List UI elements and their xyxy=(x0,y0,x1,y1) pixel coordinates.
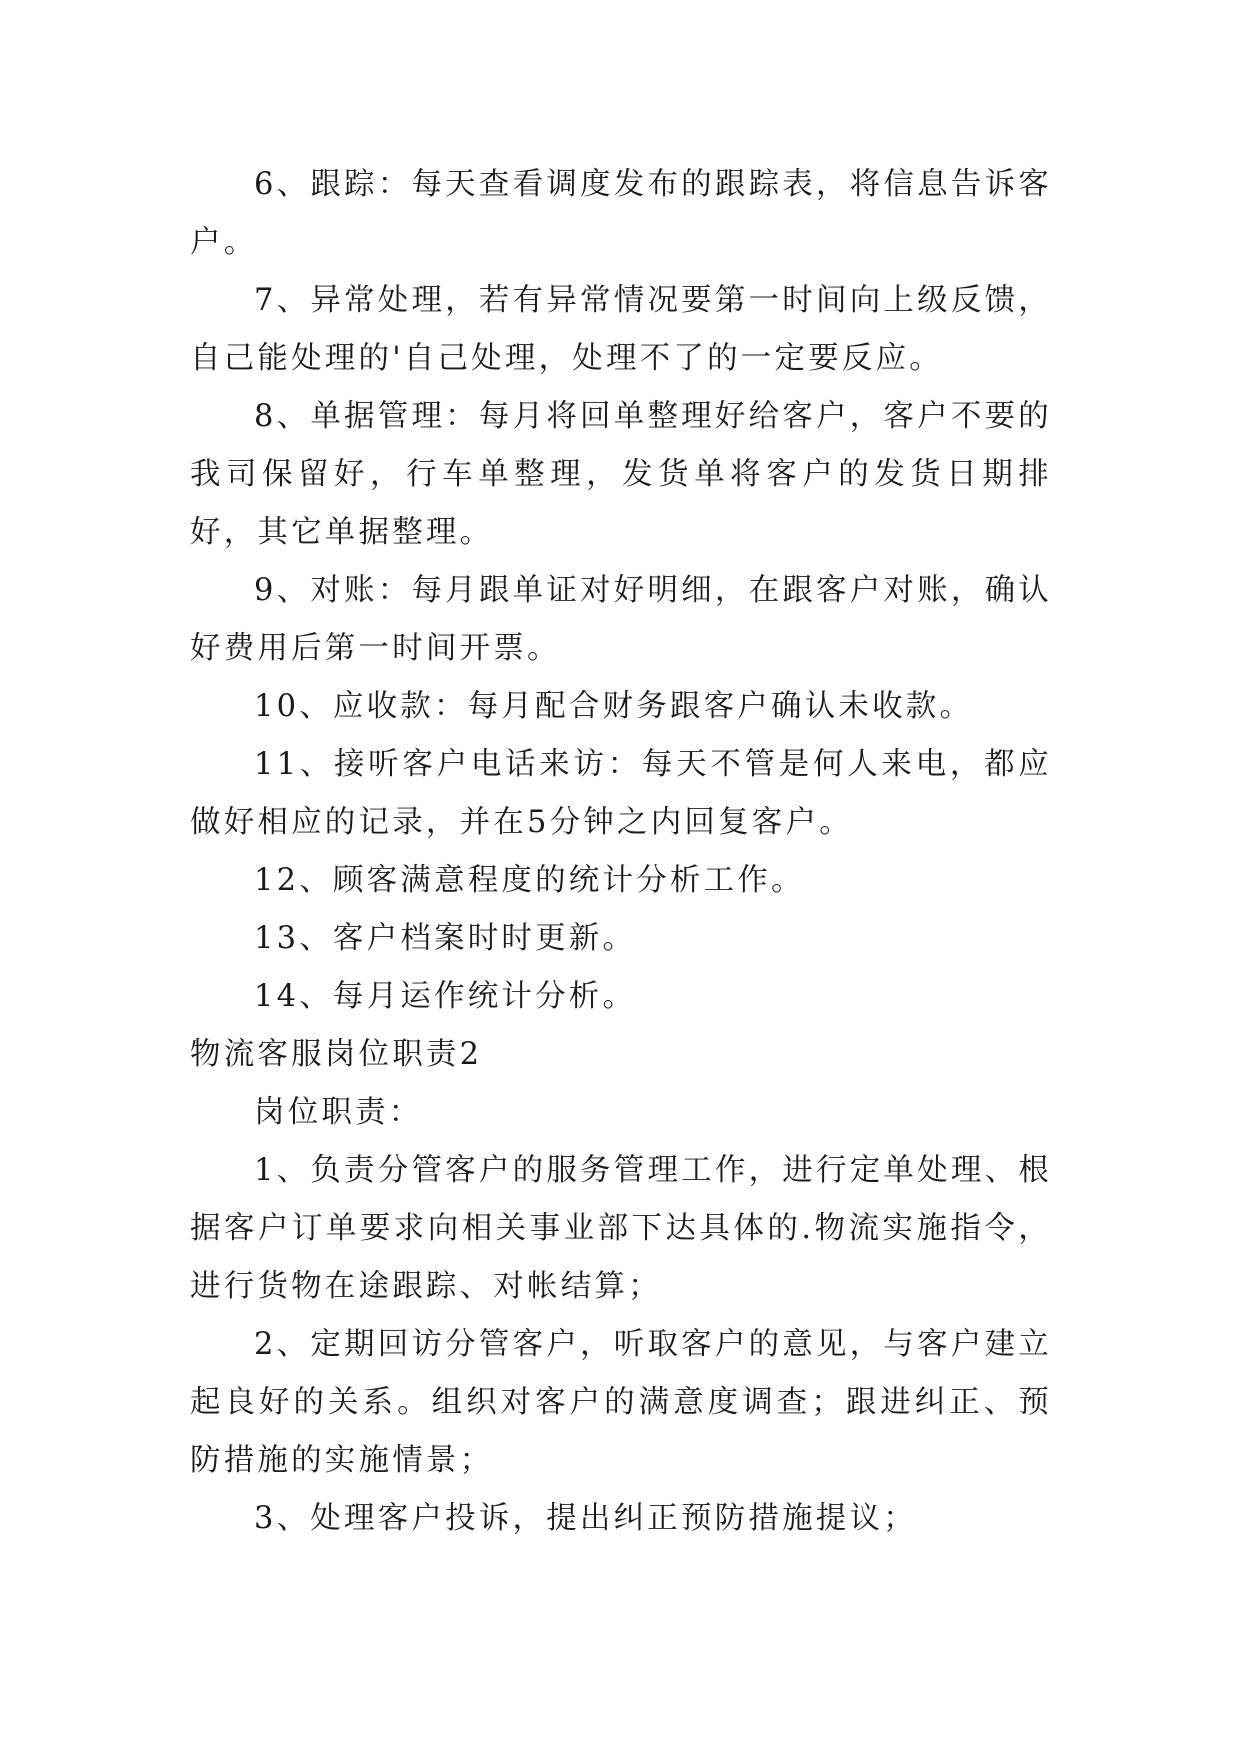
duty-item-1: 1、负责分管客户的服务管理工作，进行定单处理、根据客户订单要求向相关事业部下达具体的.物流实施指令，进行货物在途跟踪、对帐结算； xyxy=(190,1153,1052,1304)
duty-item-2: 2、定期回访分管客户，听取客户的意见，与客户建立起良好的关系。组织对客户的满意度调查；跟进纠正、预防措施的实施情景； xyxy=(190,1327,1052,1478)
section-title: 物流客服岗位职责2 xyxy=(190,1037,483,1072)
paragraph-item-9: 9、对账：每月跟单证对好明细，在跟客户对账，确认好费用后第一时间开票。 xyxy=(190,573,1052,666)
paragraph-item-10: 10、应收款：每月配合财务跟客户确认未收款。 xyxy=(254,689,974,724)
paragraph-item-8: 8、单据管理：每月将回单整理好给客户，客户不要的我司保留好，行车单整理，发货单将客户的发货日期排好，其它单据整理。 xyxy=(190,399,1052,550)
paragraph-item-7: 7、异常处理，若有异常情况要第一时间向上级反馈，自己能处理的'自己处理，处理不了的一定要反应。 xyxy=(190,283,1052,376)
document-body xyxy=(190,156,1052,1548)
paragraph-item-13: 13、客户档案时时更新。 xyxy=(254,921,637,956)
paragraph-item-12: 12、顾客满意程度的统计分析工作。 xyxy=(254,863,805,898)
duties-label: 岗位职责： xyxy=(254,1095,423,1130)
paragraph-item-14: 14、每月运作统计分析。 xyxy=(254,979,637,1014)
paragraph-item-6: 6、跟踪：每天查看调度发布的跟踪表，将信息告诉客户。 xyxy=(190,167,1052,260)
duty-item-3: 3、处理客户投诉，提出纠正预防措施提议； xyxy=(254,1501,917,1536)
paragraph-item-11: 11、接听客户电话来访：每天不管是何人来电，都应做好相应的记录，并在5分钟之内回复客户。 xyxy=(190,747,1052,840)
